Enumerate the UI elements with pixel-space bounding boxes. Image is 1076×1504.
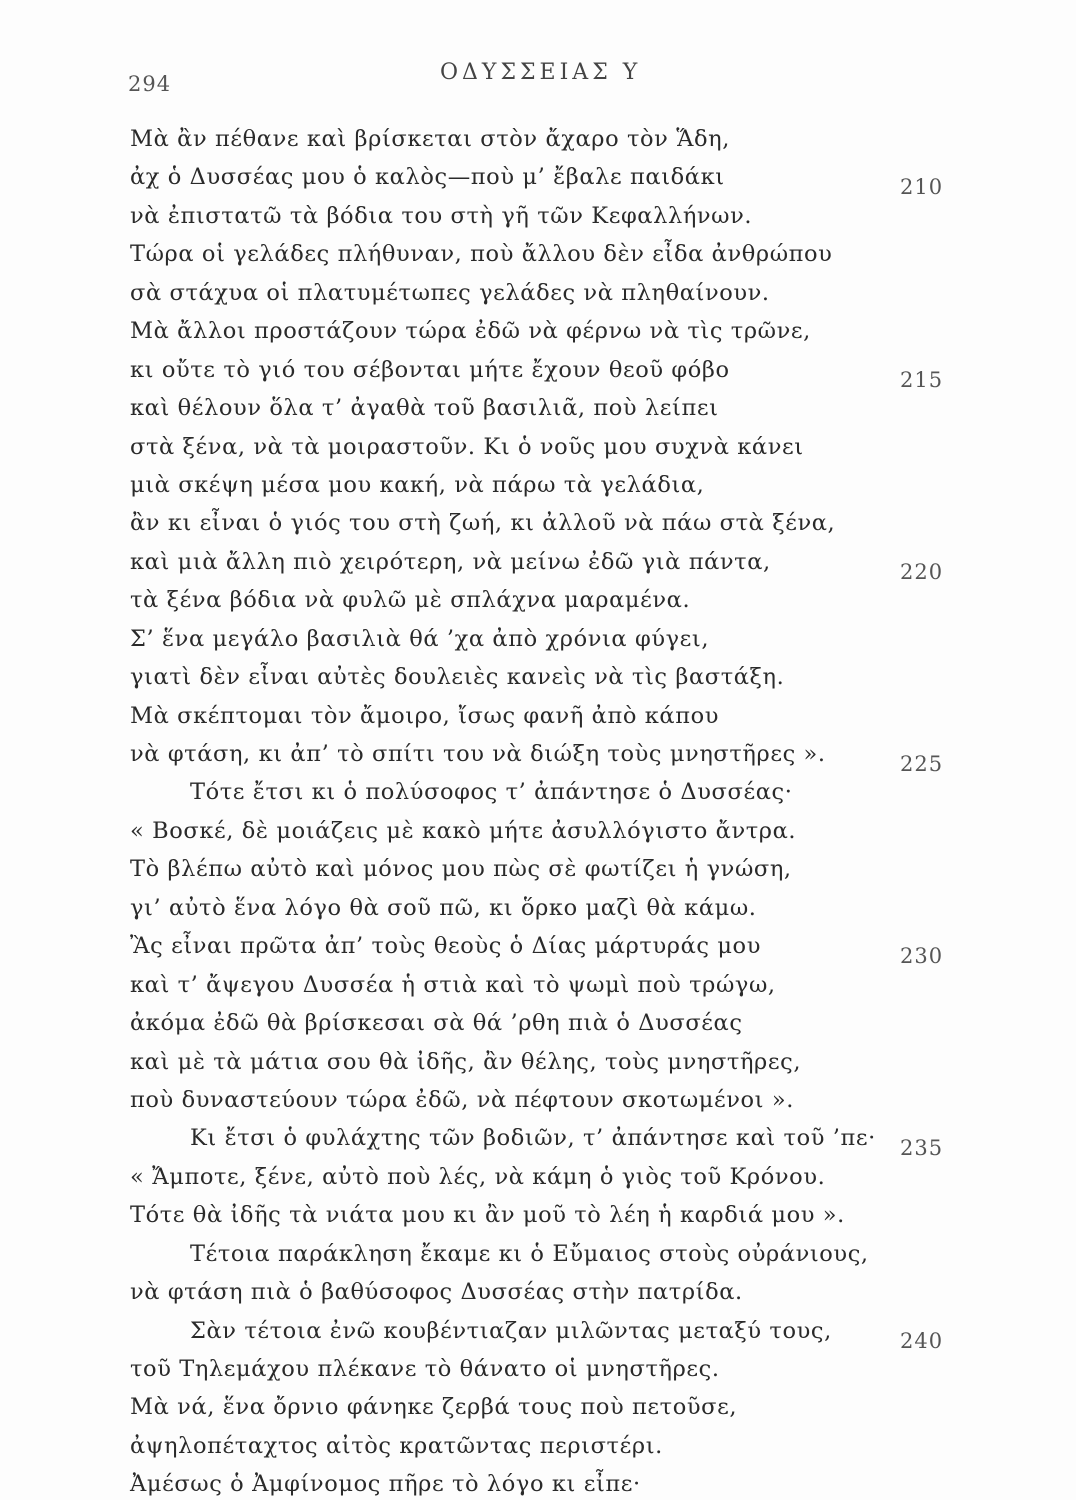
verse-text: γιατὶ δὲν εἶναι αὐτὲς δουλειὲς κανεὶς νὰ τὶς βαστάξη. (130, 664, 785, 691)
verse-line (130, 466, 960, 504)
line-number: 240 (900, 1328, 944, 1353)
verse-text: Μὰ ἄλλοι προστάζουν τώρα ἐδῶ νὰ φέρνω νὰ τὶς τρῶνε, (130, 318, 811, 345)
verse-line (130, 274, 960, 312)
verse-line (130, 504, 960, 542)
line-number: 235 (900, 1136, 944, 1161)
verse-line (130, 773, 960, 811)
verse-text: Μὰ νά, ἕνα ὄρνιο φάνηκε ζερβά τους ποὺ πετοῦσε, (130, 1394, 738, 1421)
verse-line (130, 428, 960, 466)
verse-text: τὰ ξένα βόδια νὰ φυλῶ μὲ σπλάχνα μαραμένα. (130, 587, 691, 614)
verse-text: Μὰ ἂν πέθανε καὶ βρίσκεται στὸν ἄχαρο τὸν Ἅδη, (130, 126, 730, 152)
verse-line (130, 1350, 960, 1388)
verse-line (130, 1196, 960, 1234)
verse-text: Τέτοια παράκληση ἔκαμε κι ὁ Εὔμαιος στοὺς οὐράνιους, (190, 1240, 869, 1267)
verse-text: τοῦ Τηλεμάχου πλέκανε τὸ θάνατο οἱ μνηστῆρες. (130, 1356, 720, 1382)
verse-line (130, 620, 960, 658)
verse-line (130, 581, 960, 619)
verse-text: ἀψηλοπέταχτος αἰτὸς κρατῶντας περιστέρι. (130, 1432, 663, 1459)
verse-text: Τότε ἔτσι κι ὁ πολύσοφος τ’ ἀπάντησε ὁ Δυσσέας· (190, 779, 793, 806)
line-number: 225 (900, 752, 944, 776)
verse-line (130, 889, 960, 927)
verse-text: σὰ στάχυα οἱ πλατυμέτωπες γελάδες νὰ πληθαίνουν. (130, 279, 770, 306)
verse-line (130, 1004, 960, 1042)
verse-line (130, 850, 960, 888)
verse-line (130, 1119, 960, 1161)
verse-line (130, 812, 960, 850)
verse-line (130, 1235, 960, 1273)
verse-text: καὶ τ’ ἄψεγου Δυσσέα ἡ στιὰ καὶ τὸ ψωμὶ ποὺ τρώγω, (130, 971, 776, 998)
verse-line (130, 120, 960, 158)
line-number: 215 (900, 367, 944, 392)
verse-text: μιὰ σκέψη μέσα μου κακή, νὰ πάρω τὰ γελάδια, (130, 471, 705, 498)
verse-line (130, 312, 960, 350)
verse-text: Μὰ σκέπτομαι τὸν ἄμοιρο, ἴσως φανῆ ἀπὸ κάπου (130, 702, 720, 729)
verse-line (130, 197, 960, 235)
verse-text: κι οὔτε τὸ γιό του σέβονται μήτε ἔχουν θεοῦ φόβο (130, 356, 730, 383)
verse-text: Κι ἔτσι ὁ φυλάχτης τῶν βοδιῶν, τ’ ἀπάντησε καὶ τοῦ ’πε· (190, 1125, 876, 1152)
verse-line (130, 1465, 960, 1503)
verse-text: Τώρα οἱ γελάδες πλήθυναν, ποὺ ἄλλου δὲν εἶδα ἀνθρώπου (130, 241, 833, 268)
verse-line (130, 1427, 960, 1465)
verse-text: νὰ φτάση, κι ἀπ’ τὸ σπίτι του νὰ διώξη τοὺς μνηστῆρες ». (130, 741, 826, 767)
verse-text: ἀχ ὁ Δυσσέας μου ὁ καλὸς—ποὺ μ’ ἔβαλε παιδάκι (130, 164, 725, 191)
verse-line (130, 543, 960, 584)
page-header (0, 52, 1076, 96)
verse-text: καὶ θέλουν ὅλα τ’ ἀγαθὰ τοῦ βασιλιᾶ, ποὺ λείπει (130, 395, 719, 422)
verse-line (130, 658, 960, 696)
page-number: 294 (128, 72, 172, 96)
line-number: 230 (900, 944, 944, 969)
verse-line (130, 1043, 960, 1081)
line-number: 220 (900, 559, 944, 584)
verse-text: Σ’ ἕνα μεγάλο βασιλιὰ θά ’χα ἀπὸ χρόνια φύγει, (130, 625, 710, 652)
verse-line (130, 927, 960, 969)
verse-line (130, 1273, 960, 1311)
verse-text: « Βοσκέ, δὲ μοιάζεις μὲ κακὸ μήτε ἀσυλλόγιστο ἄντρα. (130, 817, 797, 844)
verse-text: Τὸ βλέπω αὐτὸ καὶ μόνος μου πὼς σὲ φωτίζει ἡ γνώση, (130, 856, 792, 883)
verse-text: Ἀμέσως ὁ Ἀμφίνομος πῆρε τὸ λόγο κι εἶπε· (130, 1471, 641, 1498)
verse-line (130, 966, 960, 1004)
verse-text: Ἂς εἶναι πρῶτα ἀπ’ τοὺς θεοὺς ὁ Δίας μάρτυράς μου (130, 933, 761, 960)
verse-text: στὰ ξένα, νὰ τὰ μοιραστοῦν. Κι ὁ νοῦς μου συχνὰ κάνει (130, 433, 804, 460)
verse-text: Τότε θὰ ἰδῆς τὰ νιάτα μου κι ἂν μοῦ τὸ λέη ἡ καρδιά μου ». (130, 1202, 845, 1229)
verse-line (130, 351, 960, 392)
verse-line (130, 735, 960, 776)
verse-text: γι’ αὐτὸ ἕνα λόγο θὰ σοῦ πῶ, κι ὅρκο μαζὶ θὰ κάμω. (130, 894, 757, 921)
verse-text: « Ἄμποτε, ξένε, αὐτὸ ποὺ λές, νὰ κάμη ὁ γιὸς τοῦ Κρόνου. (130, 1163, 826, 1190)
verse-text: καὶ μιὰ ἄλλη πιὸ χειρότερη, νὰ μείνω ἐδῶ γιὰ πάντα, (130, 548, 771, 575)
verse-text-block (130, 120, 960, 1504)
running-head: ΟΔΥΣΣΕΙΑΣ Υ (440, 60, 642, 85)
verse-text: ἂν κι εἶναι ὁ γιός του στὴ ζωή, κι ἀλλοῦ νὰ πάω στὰ ξένα, (130, 510, 836, 537)
verse-line (130, 1081, 960, 1119)
verse-line (130, 389, 960, 427)
verse-line (130, 1388, 960, 1426)
verse-text: ποὺ δυναστεύουν τώρα ἐδῶ, νὰ πέφτουν σκοτωμένοι ». (130, 1086, 794, 1113)
verse-line (130, 158, 960, 200)
line-number: 210 (900, 175, 944, 200)
verse-text: νὰ φτάση πιὰ ὁ βαθύσοφος Δυσσέας στὴν πατρίδα. (130, 1279, 743, 1306)
verse-line (130, 1312, 960, 1353)
verse-line (130, 697, 960, 735)
verse-text: καὶ μὲ τὰ μάτια σου θὰ ἰδῆς, ἂν θέλης, τοὺς μνηστῆρες, (130, 1048, 802, 1075)
verse-text: νὰ ἐπιστατῶ τὰ βόδια του στὴ γῆ τῶν Κεφαλλήνων. (130, 202, 753, 229)
verse-line (130, 1158, 960, 1196)
verse-text: Σὰν τέτοια ἐνῶ κουβέντιαζαν μιλῶντας μεταξύ τους, (190, 1317, 832, 1344)
verse-line (130, 235, 960, 273)
verse-text: ἀκόμα ἐδῶ θὰ βρίσκεσαι σὰ θά ’ρθη πιὰ ὁ Δυσσέας (130, 1010, 743, 1037)
